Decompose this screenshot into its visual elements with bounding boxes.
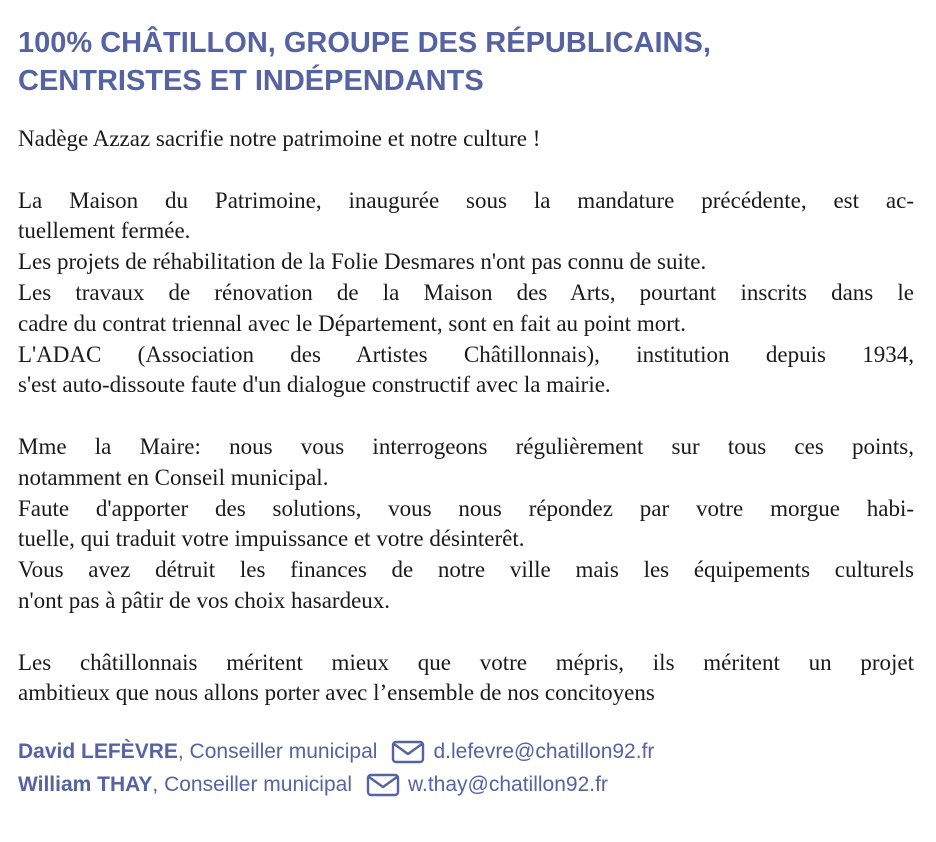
mail-icon xyxy=(366,773,400,797)
text-line: n'ont pas à pâtir de vos choix hasardeux. xyxy=(18,587,391,613)
signer-email-link[interactable]: d.lefevre@chatillon92.fr xyxy=(433,739,655,763)
article-title xyxy=(18,24,914,100)
mail-icon xyxy=(391,740,425,764)
paragraph-heritage xyxy=(18,186,914,402)
text-line: tuelle, qui traduit votre impuissance et votre désinterêt. xyxy=(18,526,525,552)
text-line: Les projets de réhabilitation de la Folie Desmares n'ont pas connu de suite. xyxy=(18,249,707,275)
paragraph-conclusion xyxy=(18,648,914,710)
text-line: Les châtillonnais méritent mieux que votre mépris, ils méritent un projet xyxy=(18,649,914,675)
title-line-2: CENTRISTES ET INDÉPENDANTS xyxy=(18,65,484,97)
signatures xyxy=(18,735,914,801)
text-line: Nadège Azzaz sacrifie notre patrimoine et notre culture ! xyxy=(18,126,541,151)
signer-david-lefevre xyxy=(18,735,914,768)
text-line: ambitieux que nous allons porter avec l’ensemble de nos concitoyens xyxy=(18,680,655,706)
text-line: cadre du contrat triennal avec le Département, sont en fait au point mort. xyxy=(18,310,687,336)
signer-email-link[interactable]: w.thay@chatillon92.fr xyxy=(408,772,608,796)
signer-name: William THAY xyxy=(18,772,153,796)
text-line: s'est auto-dissoute faute d'un dialogue constructif avec la mairie. xyxy=(18,372,611,398)
text-line: Vous avez détruit les finances de notre ville mais les équipements culturels xyxy=(18,557,914,583)
text-line: notamment en Conseil municipal. xyxy=(18,464,329,490)
text-line: tuellement fermée. xyxy=(18,218,191,244)
signer-name: David LEFÈVRE xyxy=(18,739,178,763)
signer-william-thay xyxy=(18,768,914,801)
text-line: Faute d'apporter des solutions, vous nous répondez par votre morgue habi- xyxy=(18,495,914,521)
signer-role: , Conseiller municipal xyxy=(177,739,378,763)
article-page xyxy=(18,24,914,801)
article-body xyxy=(18,124,914,709)
text-line: L'ADAC (Association des Artistes Châtillonnais), institution depuis 1934, xyxy=(18,341,914,367)
paragraph-mayor xyxy=(18,432,914,617)
text-line: Mme la Maire: nous vous interrogeons régulièrement sur tous ces points, xyxy=(18,433,914,459)
text-line: La Maison du Patrimoine, inaugurée sous la mandature précédente, est ac- xyxy=(18,187,914,213)
title-line-1: 100% CHÂTILLON, GROUPE DES RÉPUBLICAINS, xyxy=(18,27,711,59)
paragraph-intro xyxy=(18,124,914,155)
signer-role: , Conseiller municipal xyxy=(152,772,352,796)
text-line: Les travaux de rénovation de la Maison des Arts, pourtant inscrits dans le xyxy=(18,279,914,305)
